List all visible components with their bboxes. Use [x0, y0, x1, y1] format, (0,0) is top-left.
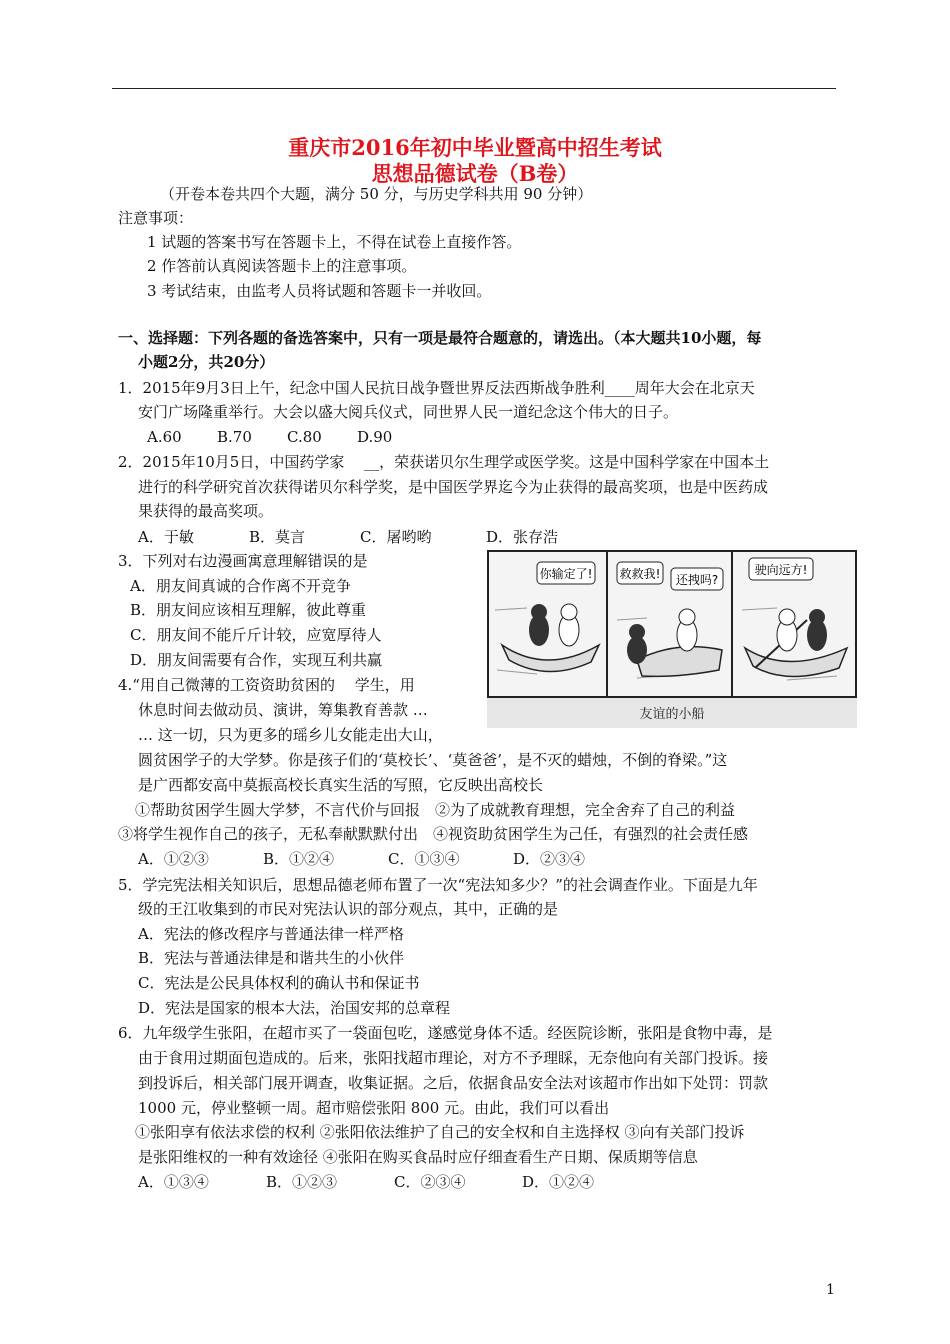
- option-a[interactable]: A．①③④: [138, 1173, 209, 1191]
- cartoon-bubble: 驶向远方!: [754, 563, 808, 577]
- question-6-stem-cont: 到投诉后，相关部门展开调查，收集证据。之后，依据食品安全法对该超市作出如下处罚：罚款: [138, 1074, 769, 1092]
- option-c[interactable]: C．①③④: [388, 850, 460, 868]
- section-heading: 一、选择题：下列各题的备选答案中，只有一项是最符合题意的，请选出。（本大题共10小题，每: [118, 329, 762, 347]
- option-b[interactable]: B．①②③: [266, 1173, 338, 1191]
- question-2-stem-cont: 果获得的最高奖项。: [138, 502, 274, 520]
- option-b[interactable]: B．朋友间应该相互理解，彼此尊重: [130, 601, 367, 619]
- option-c[interactable]: C.80: [287, 428, 322, 446]
- question-4-stem-cont: 圆贫困学子的大学梦。你是孩子们的‘莫校长’、‘莫爸爸’，是不灭的蜡烛，不倒的脊梁。”这: [138, 751, 728, 769]
- option-d[interactable]: D.90: [357, 428, 393, 446]
- exam-title: 重庆市2016年初中毕业暨高中招生考试: [288, 135, 662, 160]
- option-a[interactable]: A．朋友间真诚的合作离不开竞争: [130, 577, 351, 595]
- question-3-stem: 3．下列对右边漫画寓意理解错误的是: [118, 552, 368, 570]
- question-6-choices: ①张阳享有依法求偿的权利 ②张阳依法维护了自己的安全权和自主选择权 ③向有关部门投诉: [135, 1123, 745, 1141]
- notice-heading: 注意事项：: [118, 209, 194, 227]
- question-4-stem: 4.“用自己微薄的工资资助贫困的 学生，用: [118, 676, 415, 694]
- option-d[interactable]: D．②③④: [513, 850, 586, 868]
- option-c[interactable]: C．屠哟哟: [360, 528, 432, 546]
- question-6-choices: 是张阳维权的一种有效途径 ④张阳在购买食品时应仔细查看生产日期、保质期等信息: [138, 1148, 698, 1166]
- section-heading-cont: 小题2分，共20分）: [138, 353, 275, 371]
- question-2-options: [138, 527, 558, 547]
- option-a[interactable]: A.60: [147, 428, 182, 446]
- question-6-stem: 6．九年级学生张阳，在超市买了一袋面包吃，遂感觉身体不适。经医院诊断，张阳是食物中毒，是: [118, 1024, 773, 1042]
- header-rule: [112, 88, 836, 89]
- question-1-stem-cont: 安门广场隆重举行。大会以盛大阅兵仪式，同世界人民一道纪念这个伟大的日子。: [138, 403, 679, 421]
- option-d[interactable]: D．宪法是国家的根本大法，治国安邦的总章程: [138, 999, 451, 1017]
- option-a[interactable]: A．宪法的修改程序与普通法律一样严格: [138, 925, 404, 943]
- question-5-stem: 5．学完宪法相关知识后，思想品德老师布置了一次“宪法知多少？”的社会调查作业。下面是九年: [118, 876, 758, 894]
- exam-subtitle-title: 思想品德试卷（B卷）: [371, 161, 579, 186]
- option-c[interactable]: C．②③④: [394, 1173, 466, 1191]
- option-c[interactable]: C．朋友间不能斤斤计较，应宽厚待人: [130, 626, 382, 644]
- option-d[interactable]: D．张存浩: [486, 528, 559, 546]
- question-2-stem-cont: 进行的科学研究首次获得诺贝尔科学奖，是中国医学界迄今为止获得的最高奖项，也是中医药成: [138, 478, 769, 496]
- option-d[interactable]: D．朋友间需要有合作，实现互利共赢: [130, 651, 383, 669]
- cartoon-bubble: 救救我!: [619, 567, 661, 581]
- exam-instructions: （开卷本卷共四个大题，满分 50 分，与历史学科共用 90 分钟）: [160, 185, 593, 203]
- friendship-boat-cartoon: [487, 550, 857, 728]
- cartoon-caption: 友谊的小船: [639, 707, 705, 722]
- option-a[interactable]: A．于敏: [138, 528, 194, 546]
- question-5-stem-cont: 级的王江收集到的市民对宪法认识的部分观点，其中，正确的是: [138, 900, 559, 918]
- notice-item: 1 试题的答案书写在答题卡上，不得在试卷上直接作答。: [147, 233, 522, 251]
- notice-item: 3 考试结束，由监考人员将试题和答题卡一并收回。: [147, 282, 492, 300]
- question-6-stem-cont: 由于食用过期面包造成的。后来，张阳找超市理论，对方不予理睬，无奈他向有关部门投诉。接: [138, 1049, 769, 1067]
- question-1-stem: 1．2015年9月3日上午，纪念中国人民抗日战争暨世界反法西斯战争胜利____周年大会在北京天: [118, 379, 755, 397]
- question-1-options: [147, 427, 392, 447]
- option-b[interactable]: B．莫言: [249, 528, 306, 546]
- cartoon-bubble: 你输定了!: [539, 567, 593, 581]
- cartoon-bubble: 还拽吗?: [675, 573, 719, 587]
- question-4-options: [138, 849, 585, 869]
- option-b[interactable]: B.70: [217, 428, 252, 446]
- page-number: 1: [826, 1282, 835, 1298]
- option-b[interactable]: B．宪法与普通法律是和谐共生的小伙伴: [138, 949, 405, 967]
- question-4-stem-cont: 休息时间去做动员、演讲，筹集教育善款 …: [138, 701, 428, 719]
- question-2-stem: 2．2015年10月5日，中国药学家 __，荣获诺贝尔生理学或医学奖。这是中国科学家在中国本土: [118, 453, 770, 471]
- question-4-stem-cont: … 这一切，只为更多的瑶乡儿女能走出大山，: [138, 726, 443, 744]
- question-4-choices: ①帮助贫困学生圆大学梦，不言代价与回报 ②为了成就教育理想，完全舍弃了自己的利益: [135, 801, 736, 819]
- question-6-options: [138, 1172, 594, 1192]
- option-b[interactable]: B．①②④: [263, 850, 335, 868]
- question-4-choices: ③将学生视作自己的孩子，无私奉献默默付出 ④视资助贫困学生为己任，有强烈的社会责任感: [118, 825, 749, 843]
- question-6-stem-cont: 1000 元，停业整顿一周。超市赔偿张阳 800 元。由此，我们可以看出: [138, 1099, 610, 1117]
- option-c[interactable]: C．宪法是公民具体权利的确认书和保证书: [138, 974, 420, 992]
- question-4-stem-cont: 是广西都安高中莫振高校长真实生活的写照，它反映出高校长: [138, 776, 544, 794]
- option-a[interactable]: A．①②③: [138, 850, 209, 868]
- option-d[interactable]: D．①②④: [522, 1173, 595, 1191]
- notice-item: 2 作答前认真阅读答题卡上的注意事项。: [147, 257, 417, 275]
